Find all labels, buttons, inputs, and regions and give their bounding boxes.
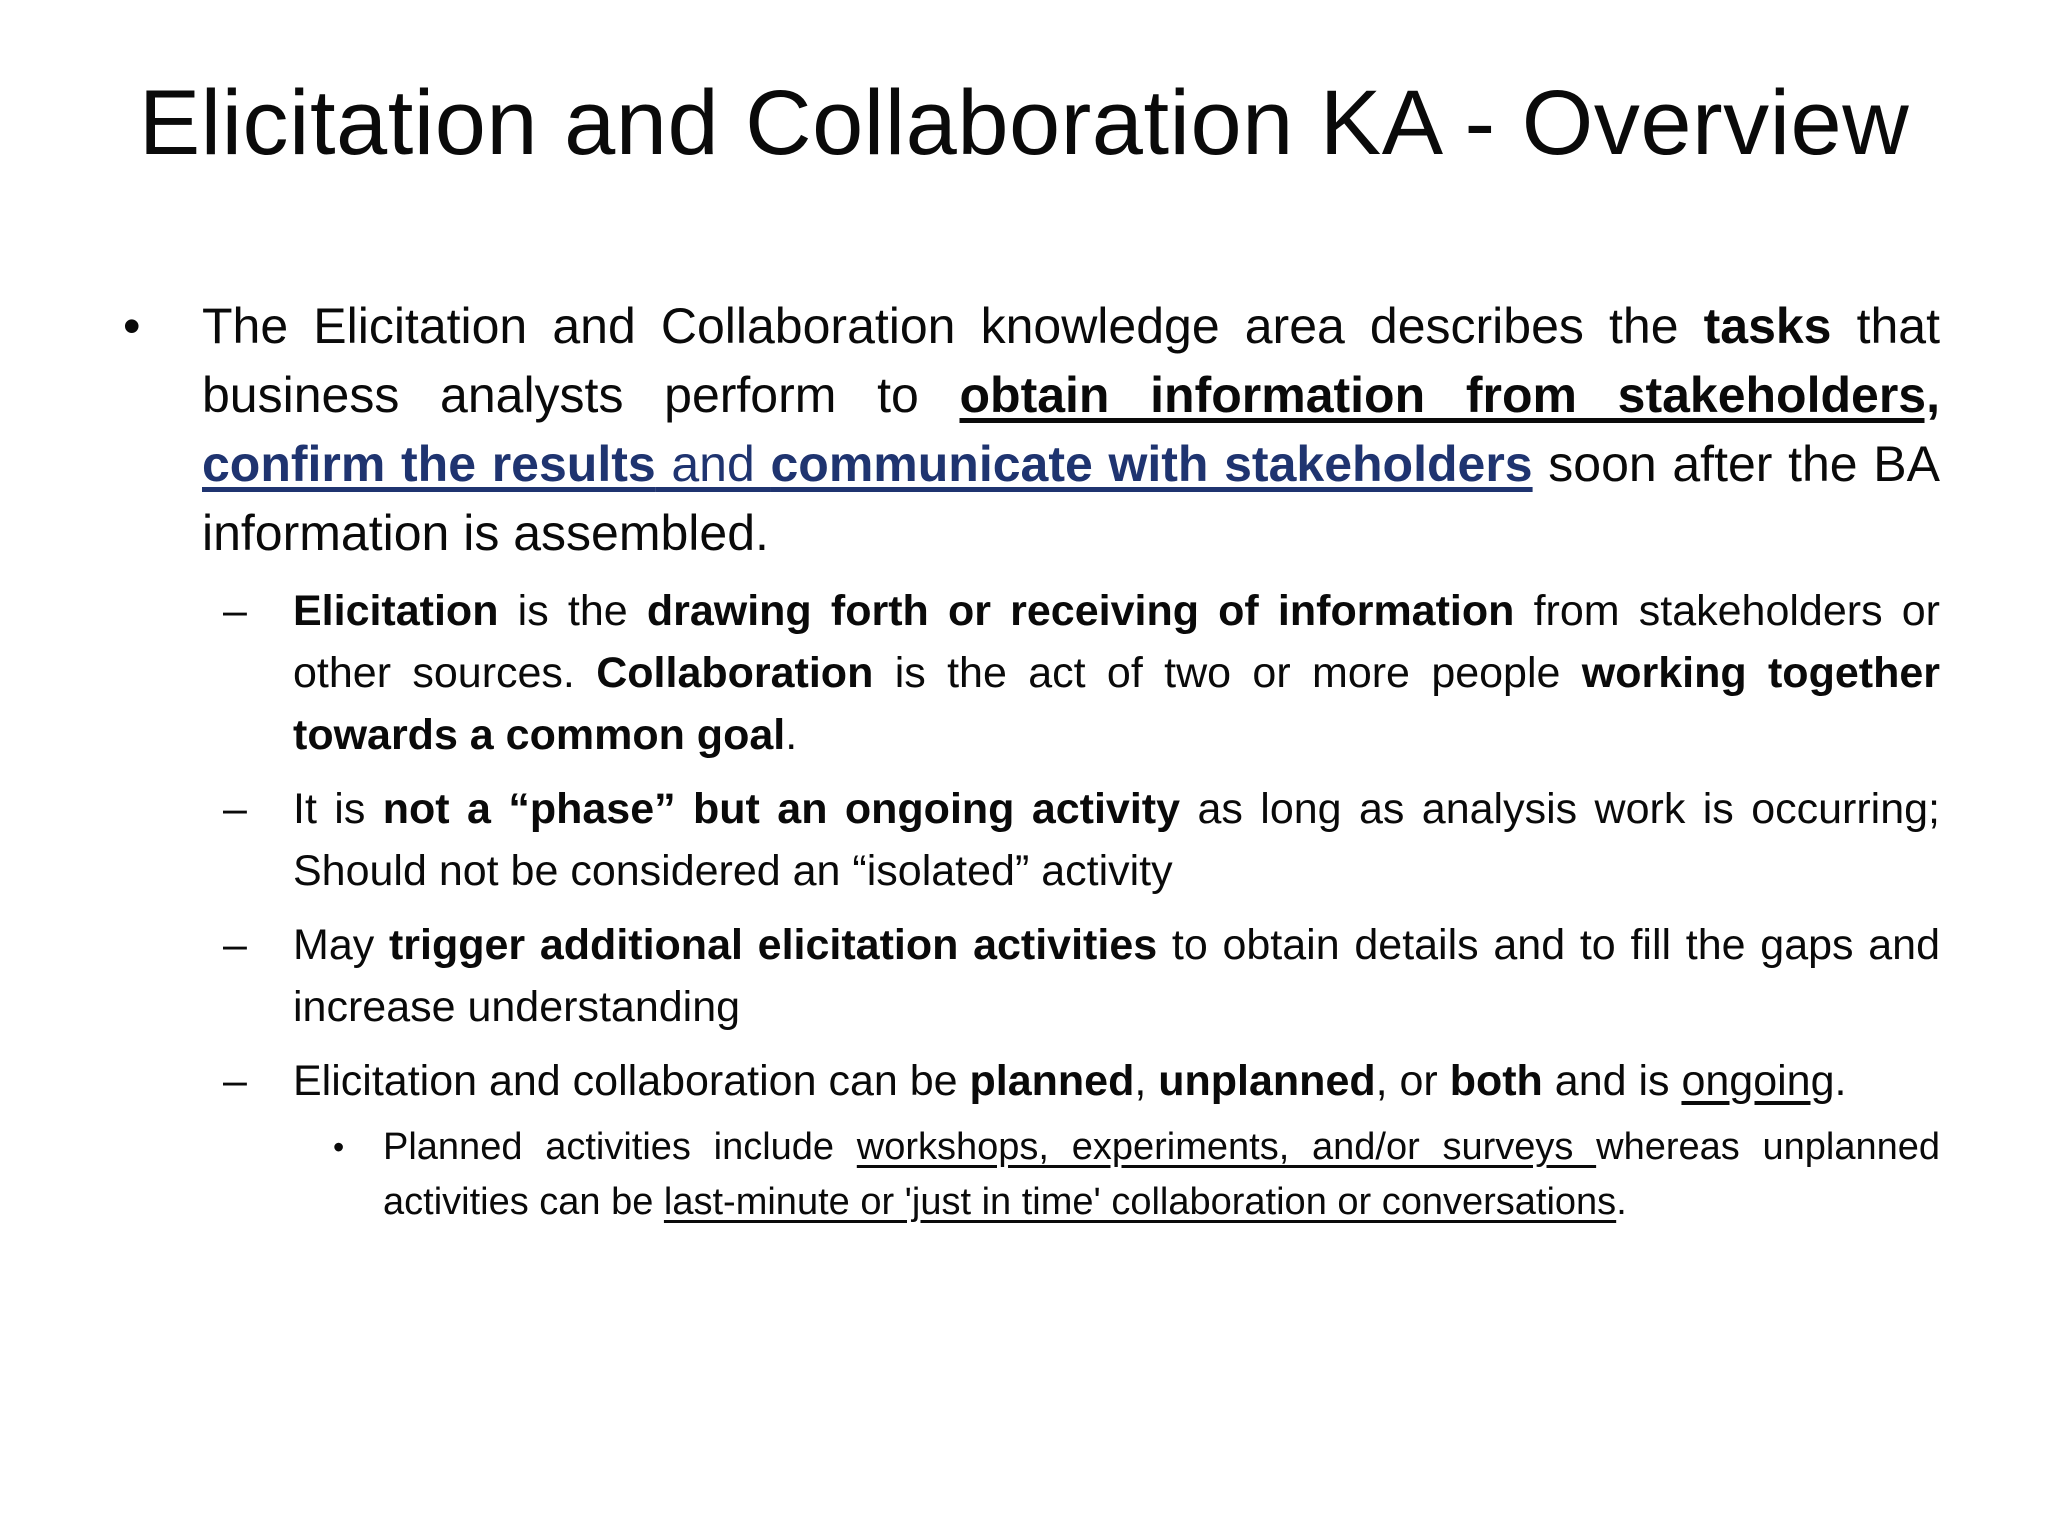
text-run-bold: unplanned <box>1158 1057 1376 1105</box>
text-run-bold: communicate with stakeholders <box>770 436 1533 492</box>
text-run: The Elicitation and Collaboration knowledge area describes the <box>202 298 1704 354</box>
main-bullet <box>120 292 1940 568</box>
dash-icon: – <box>223 785 247 833</box>
text-run: Planned activities include <box>383 1126 857 1168</box>
slide-content <box>120 292 1940 1230</box>
bullet-icon: • <box>123 298 141 354</box>
text-run: from stakeholders or other sources. <box>293 587 1940 697</box>
text-run: May <box>293 921 389 969</box>
text-run: and <box>655 436 771 492</box>
sub-bullet-ongoing <box>223 778 1940 902</box>
text-run: , or <box>1375 1057 1450 1105</box>
dash-icon: – <box>223 1057 247 1105</box>
text-run-bold: tasks <box>1703 298 1832 354</box>
dash-icon: – <box>223 921 247 969</box>
text-run: is the act of two or more people <box>873 649 1582 697</box>
text-run: as long as analysis work is occurring; Should not be considered an “isolated” activity <box>293 785 1940 895</box>
text-run-underline: workshops, experiments, and/or surveys <box>856 1126 1597 1168</box>
blue-underlined-phrase <box>202 436 1533 492</box>
text-run: soon after the BA information is assembled. <box>202 436 1940 561</box>
text-run-underline: ongoing <box>1681 1057 1835 1105</box>
text-run-bold: planned <box>969 1057 1135 1105</box>
dash-icon: – <box>223 587 247 635</box>
sub-bullet-trigger <box>223 914 1941 1038</box>
text-run: . <box>785 711 798 759</box>
slide-title: Elicitation and Collaboration KA - Overview <box>138 72 1910 174</box>
text-run: to obtain details and to fill the gaps and increase understanding <box>293 921 1941 1031</box>
text-run-bold: Collaboration <box>596 649 874 697</box>
text-run: and is <box>1542 1057 1682 1105</box>
text-run-bold: confirm the results <box>202 436 656 492</box>
text-run-bold: Elicitation <box>293 587 499 635</box>
text-run-bold: trigger additional elicitation activities <box>388 921 1158 969</box>
bullet-icon: • <box>333 1129 345 1165</box>
text-run: that business analysts perform to <box>202 298 1940 423</box>
sub-bullet-planned <box>223 1050 1940 1112</box>
text-run-bold: not a “phase” but an ongoing activity <box>382 785 1181 833</box>
text-run: Elicitation and collaboration can be <box>293 1057 970 1105</box>
text-run-bold-underline: obtain information from stakeholders, <box>959 367 1940 423</box>
sub-bullet-definition <box>223 580 1940 766</box>
text-run-underline: last-minute or 'just in time' collaboration or conversations <box>663 1181 1617 1223</box>
text-run: . <box>1616 1181 1627 1223</box>
text-run: , <box>1134 1057 1159 1105</box>
text-run: It is <box>293 785 383 833</box>
text-run-bold: working together towards a common goal <box>293 649 1940 759</box>
text-run: is the <box>498 587 647 635</box>
text-run: . <box>1834 1057 1847 1105</box>
text-run-bold: both <box>1449 1057 1543 1105</box>
sub-sub-bullet-activities <box>333 1120 1941 1230</box>
text-run: whereas unplanned activities can be <box>383 1126 1941 1223</box>
text-run-bold: drawing forth or receiving of information <box>646 587 1515 635</box>
